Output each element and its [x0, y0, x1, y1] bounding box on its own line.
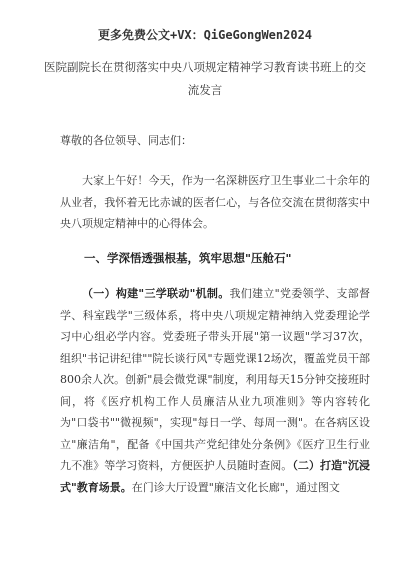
salutation: 尊敬的各位领导、同志们： — [60, 134, 192, 147]
section-heading-1: 一、学深悟透强根基，筑牢思想"压舱石" — [84, 251, 292, 265]
subsection-1-lead: （一）构建"三学联动"机制。 — [82, 287, 230, 300]
intro-paragraph: 大家上午好！今天，作为一名深耕医疗卫生事业二十余年的从业者，我怀着无比赤诚的医者仁心，与各位交流在贯彻落实中央八项规定精神中的心得体会。 — [60, 174, 370, 230]
subsection-1-body: 我们建立"党委领学、支部督学、科室践学"三级体系，将中央八项规定精神纳入党委理论学习中心组必学内容。党委班子带头开展"第一议题"学习37次，组织"书记讲纪律""院长谈行风"专题党课12场次，覆盖党员干部800余人次。创新"晨会微党课"制度，利用每天15分钟交接班时间，将《医疗机构工作人员廉洁从业九项准则》等内容转化为"口袋书""微视频"，实现"每日一学、每周一测"。在各病区设立"廉洁角"，配备《中国共产党纪律处分条例》《医疗卫生行业九不准》等学习资料，方便医护人员随时查阅。 — [60, 287, 370, 472]
document-title: 医院副院长在贯彻落实中央八项规定精神学习教育读书班上的交流发言 — [44, 60, 366, 97]
section-1-paragraph — [60, 283, 370, 498]
subsection-2-lead: （二）打造"沉浸式"教育场景。 — [60, 459, 371, 494]
subsection-2-body: 在门诊大厅设置"廉洁文化长廊"，通过图文 — [131, 480, 340, 494]
promo-banner: 更多免费公文+VX：QiGeGongWen2024 — [97, 28, 313, 42]
